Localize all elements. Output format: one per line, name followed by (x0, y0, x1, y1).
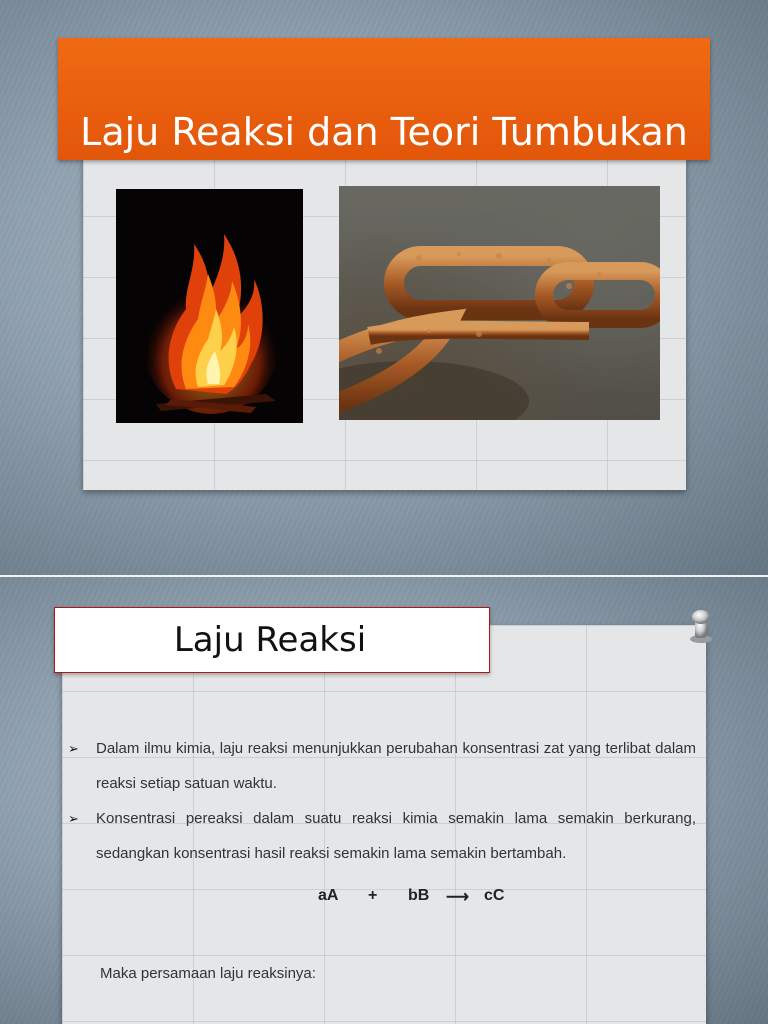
slide-2 (0, 577, 768, 1024)
rate-equation-intro: Maka persamaan laju reaksinya: (100, 965, 316, 982)
slide-heading: Laju Reaksi (173, 620, 367, 660)
bullet-text: Konsentrasi pereaksi dalam suatu reaksi kimia semakin lama semakin berkurang, sedangkan konsentrasi hasil reaksi semakin lama semakin bertambah. (96, 810, 696, 862)
arrow-bullet-icon: ➢ (68, 741, 79, 756)
reaction-equation (318, 887, 504, 907)
rusty-chain-photo (339, 186, 660, 420)
plus-sign: + (368, 887, 378, 904)
title-bar (58, 38, 710, 160)
bullet-item (66, 731, 696, 801)
slide-title: Laju Reaksi dan Teori Tumbukan (80, 110, 688, 154)
chain-illustration (339, 186, 660, 420)
bullet-text: Dalam ilmu kimia, laju reaksi menunjukkan perubahan konsentrasi zat yang terlibat dalam reaksi setiap satuan waktu. (96, 740, 696, 792)
pushpin-icon (688, 608, 714, 644)
reaction-arrow-icon: ⟶ (446, 889, 469, 906)
reactant-b: bB (408, 887, 430, 904)
heading-box (54, 607, 490, 673)
bullet-list (66, 731, 696, 871)
reactant-a: aA (318, 887, 339, 904)
product-c: cC (484, 887, 505, 904)
arrow-bullet-icon: ➢ (68, 811, 79, 826)
fire-illustration (116, 189, 303, 423)
bullet-item (66, 801, 696, 871)
fire-photo (116, 189, 303, 423)
